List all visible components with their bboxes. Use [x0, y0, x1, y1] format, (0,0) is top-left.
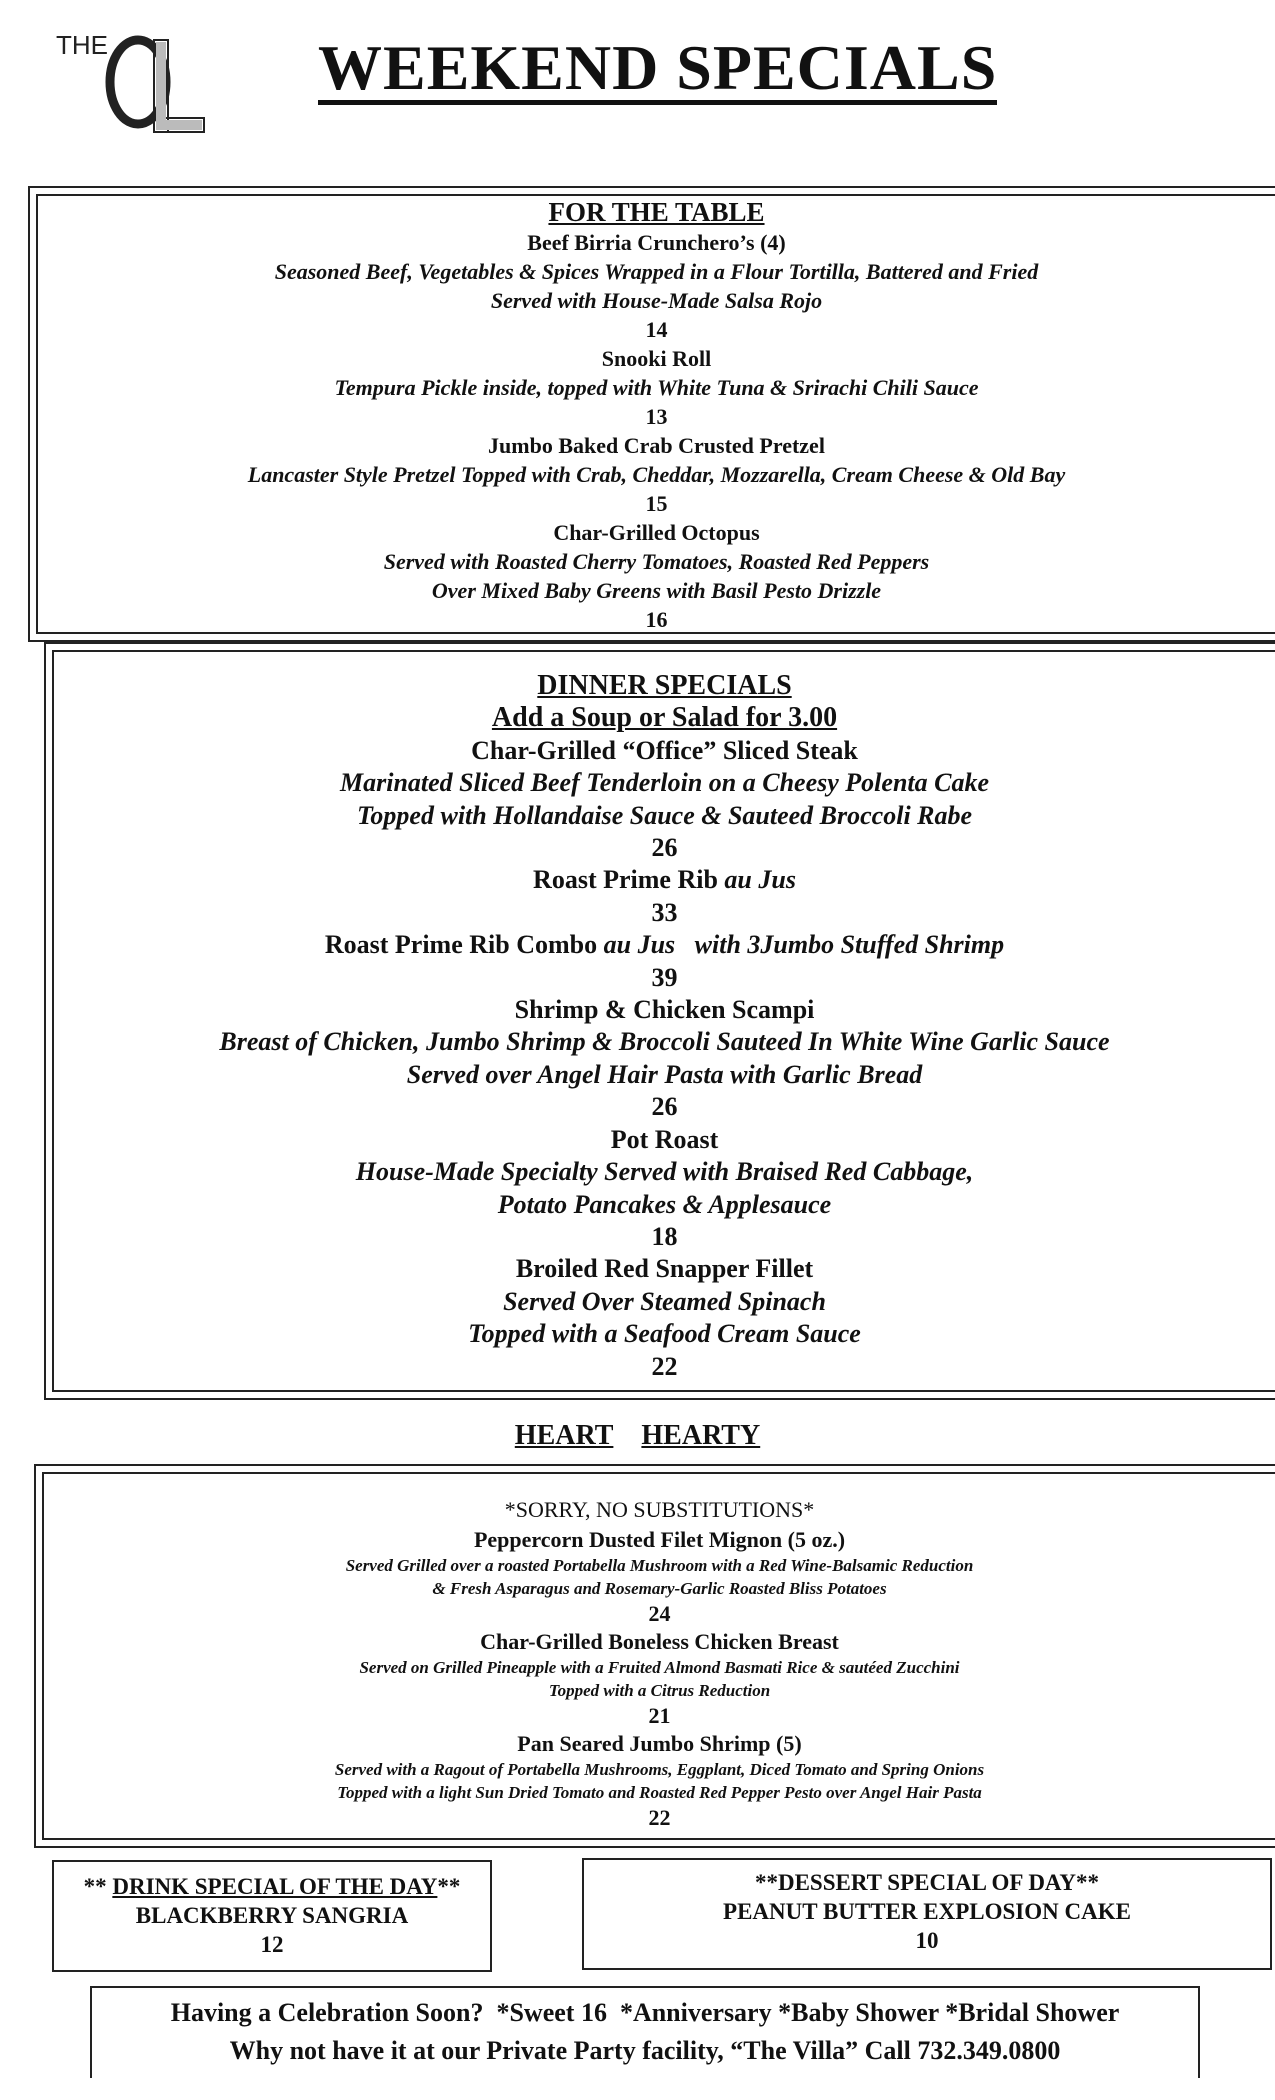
dinner-specials-section — [52, 650, 1275, 1392]
dessert-special-price: 10 — [915, 1928, 939, 1953]
item-name: Broiled Red Snapper Fillet — [515, 1254, 814, 1284]
menu-item — [54, 864, 1275, 929]
item-name: Snooki Roll — [601, 346, 712, 371]
heart-hearty-section — [42, 1472, 1275, 1840]
item-description: Served with House-Made Salsa Rojo — [490, 288, 823, 313]
item-name-text: Roast Prime Rib Combo — [324, 930, 598, 960]
private-party-banner — [90, 1986, 1200, 2078]
item-name: Char-Grilled Octopus — [553, 520, 760, 545]
menu-item — [38, 431, 1275, 518]
drink-special-price: 12 — [260, 1932, 284, 1957]
menu-item — [54, 1253, 1275, 1383]
restaurant-logo — [50, 22, 210, 147]
item-price: 18 — [651, 1221, 678, 1251]
item-description: Marinated Sliced Beef Tenderloin on a Cheesy Polenta Cake — [339, 768, 990, 798]
menu-item — [38, 228, 1275, 344]
item-description: Topped with Hollandaise Sauce & Sauteed Broccoli Rabe — [356, 800, 973, 830]
item-name: Char-Grilled “Office” Sliced Steak — [471, 735, 858, 765]
item-name: Beef Birria Crunchero’s (4) — [527, 230, 786, 255]
menu-item — [54, 735, 1275, 865]
page-title: WEEKEND SPECIALS — [318, 32, 998, 103]
item-price: 13 — [645, 404, 668, 429]
item-description: Served on Grilled Pineapple with a Fruited Almond Basmati Rice & sautéed Zucchini — [359, 1658, 960, 1677]
item-name: Pot Roast — [610, 1124, 719, 1154]
heart-title-right: HEARTY — [641, 1420, 761, 1451]
dessert-special-box — [582, 1858, 1272, 1970]
item-name — [54, 864, 1275, 896]
heart-title-left: HEART — [514, 1420, 614, 1451]
menu-item — [44, 1730, 1275, 1832]
item-description: Topped with a Seafood Cream Sauce — [468, 1319, 861, 1349]
item-description: Topped with a Citrus Reduction — [548, 1681, 771, 1700]
item-price: 22 — [648, 1805, 671, 1830]
dessert-special-name: PEANUT BUTTER EXPLOSION CAKE — [723, 1899, 1131, 1924]
party-line-1: Having a Celebration Soon? *Sweet 16 *Anniversary *Baby Shower *Bridal Shower — [170, 1998, 1120, 2027]
drink-special-box — [52, 1860, 492, 1972]
menu-item — [54, 1124, 1275, 1254]
for-the-table-content — [38, 196, 1275, 634]
item-description: Over Mixed Baby Greens with Basil Pesto Drizzle — [431, 578, 882, 603]
item-description: Served Grilled over a roasted Portabella Mushroom with a Red Wine-Balsamic Reduction — [345, 1556, 974, 1575]
drink-prefix: ** — [83, 1874, 113, 1899]
item-description: Served over Angel Hair Pasta with Garlic Bread — [406, 1059, 923, 1089]
item-price: 33 — [651, 897, 678, 927]
item-name-italic: au Jus with 3Jumbo Stuffed Shrimp — [603, 930, 1005, 960]
item-name: Peppercorn Dusted Filet Mignon (5 oz.) — [473, 1527, 846, 1552]
item-price: 22 — [651, 1351, 678, 1381]
drink-special-heading — [54, 1872, 490, 1901]
item-description: Seasoned Beef, Vegetables & Spices Wrapped in a Flour Tortilla, Battered and Fried — [274, 259, 1039, 284]
heart-hearty-content — [44, 1474, 1275, 1832]
section-title: FOR THE TABLE — [548, 197, 765, 227]
dinner-specials-content — [54, 652, 1275, 1383]
item-name: Char-Grilled Boneless Chicken Breast — [480, 1629, 839, 1654]
substitutions-note: *SORRY, NO SUBSTITUTIONS* — [504, 1497, 815, 1522]
menu-item — [44, 1526, 1275, 1628]
item-name: Shrimp & Chicken Scampi — [514, 995, 815, 1025]
item-price: 39 — [651, 962, 678, 992]
menu-item — [54, 994, 1275, 1124]
logo-the-text: THE — [56, 30, 108, 60]
item-price: 16 — [645, 607, 668, 632]
dessert-special-title: **DESSERT SPECIAL OF DAY** — [754, 1870, 1100, 1895]
item-description: Breast of Chicken, Jumbo Shrimp & Broccoli Sauteed In White Wine Garlic Sauce — [219, 1027, 1110, 1057]
menu-item — [54, 929, 1275, 994]
item-description: Tempura Pickle inside, topped with White Tuna & Srirachi Chili Sauce — [334, 375, 979, 400]
section-subtitle: Add a Soup or Salad for 3.00 — [491, 702, 838, 734]
item-description: Topped with a light Sun Dried Tomato and Roasted Red Pepper Pesto over Angel Hair Pasta — [337, 1783, 982, 1802]
item-price: 24 — [648, 1601, 671, 1626]
item-price: 26 — [651, 1092, 678, 1122]
item-name-italic: au Jus — [724, 865, 796, 895]
for-the-table-section — [36, 194, 1275, 634]
item-price: 15 — [645, 491, 668, 516]
menu-item — [38, 518, 1275, 634]
item-description: House-Made Specialty Served with Braised Red Cabbage, — [355, 1157, 974, 1187]
item-price: 26 — [651, 833, 678, 863]
item-name-text: Roast Prime Rib — [533, 865, 718, 895]
drink-special-title: DRINK SPECIAL OF THE DAY — [112, 1874, 438, 1899]
item-description: Served with Roasted Cherry Tomatoes, Roasted Red Peppers — [383, 549, 930, 574]
item-description: Lancaster Style Pretzel Topped with Crab, Cheddar, Mozzarella, Cream Cheese & Old Bay — [247, 462, 1066, 487]
heart-hearty-title — [0, 1420, 1275, 1452]
item-description: Served with a Ragout of Portabella Mushrooms, Eggplant, Diced Tomato and Spring Onions — [334, 1760, 985, 1779]
menu-item — [44, 1628, 1275, 1730]
item-name — [54, 929, 1275, 961]
item-description: Served Over Steamed Spinach — [503, 1286, 826, 1316]
ql-logo-mark — [50, 22, 210, 147]
item-description: Potato Pancakes & Applesauce — [497, 1189, 832, 1219]
item-name: Pan Seared Jumbo Shrimp (5) — [517, 1731, 802, 1756]
item-name: Jumbo Baked Crab Crusted Pretzel — [488, 433, 825, 458]
item-price: 21 — [648, 1703, 671, 1728]
drink-suffix: ** — [437, 1874, 461, 1899]
drink-special-name: BLACKBERRY SANGRIA — [135, 1903, 409, 1928]
party-line-2: Why not have it at our Private Party facility, “The Villa” Call 732.349.0800 — [229, 2036, 1061, 2065]
section-title: DINNER SPECIALS — [537, 670, 792, 701]
item-description: & Fresh Asparagus and Rosemary-Garlic Roasted Bliss Potatoes — [432, 1579, 887, 1598]
item-price: 14 — [645, 317, 668, 342]
menu-item — [38, 344, 1275, 431]
